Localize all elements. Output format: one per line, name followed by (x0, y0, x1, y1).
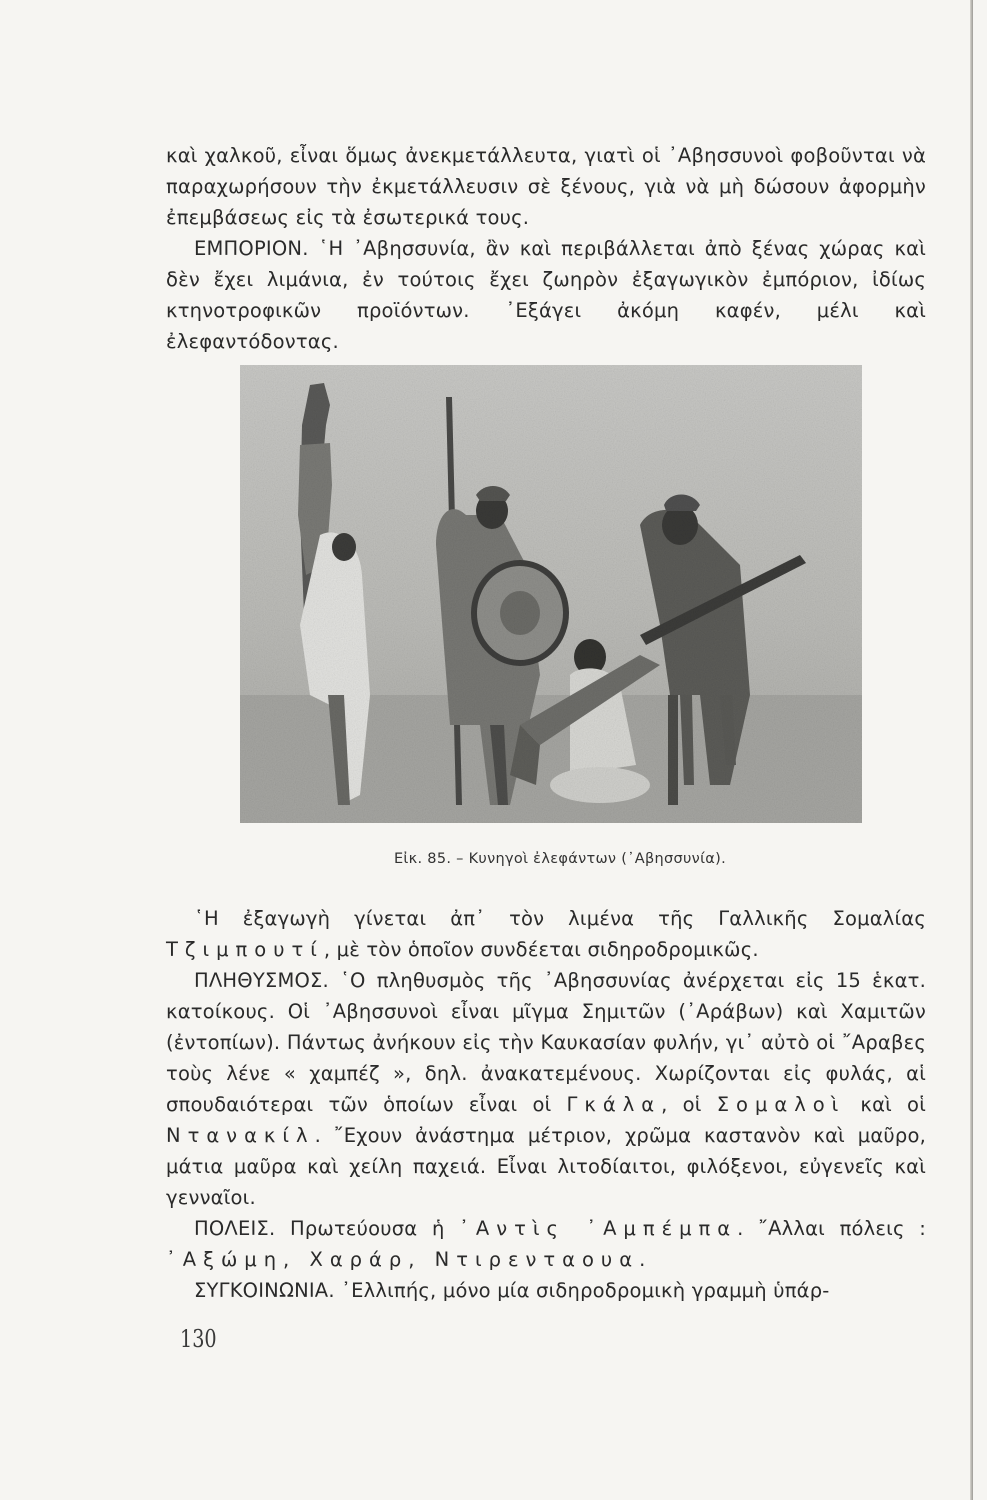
paragraph-text: . ῎Εχουν ἀνάστημα μέτριον, χρῶμα καστανὸν καὶ μαῦρο, μάτια μαῦρα καὶ χείλη παχειά. Εἶναι λιτοδίαιτοι, φιλόξενοι, εὐγενεῖς καὶ γενναῖοι. (166, 1124, 926, 1209)
paragraph-transport (166, 1275, 926, 1306)
tribe-name-spaced: Γκάλα (566, 1093, 662, 1116)
section-heading: ΣΥΓΚΟΙΝΩΝΙΑ. (194, 1279, 335, 1302)
paragraph-text: ῾Η ᾿Αβησσυνία, ἂν καὶ περιβάλλεται ἀπὸ ξένας χώρας καὶ δὲν ἔχει λιμάνια, ἐν τούτοις ἔχει ζωηρὸν ἐξαγωγικὸν ἐμπόριον, ἰδίως κτηνοτροφικῶν προϊόντων. ᾿Εξάγει ἀκόμη καφέν, μέλι καὶ ἐλεφαντόδοντας. (166, 237, 926, 353)
paragraph-cities (166, 1213, 926, 1275)
paragraph-text: ῾Η ἐξαγωγὴ γίνεται ἀπ᾿ τὸν λιμένα τῆς Γαλλικῆς Σομαλίας (194, 907, 926, 930)
paragraph-text: καὶ χαλκοῦ, εἶναι ὅμως ἀνεκμετάλλευτα, γιατὶ οἱ ᾿Αβησσυνοὶ φοβοῦνται νὰ παραχωρήσουν τὴν ἐκμετάλλευσιν σὲ ξένους, γιὰ νὰ μὴ δώσουν ἀφορμὴν ἐπεμβάσεως εἰς τὰ ἐσωτερικά τους. (166, 144, 926, 229)
photo-elephant-hunters (240, 365, 862, 823)
paragraph-population (166, 965, 926, 1213)
paragraph-export (166, 903, 926, 965)
text-block-top (166, 140, 926, 357)
city-name-spaced: ᾿Αντὶς ᾿Αμπέμπα (459, 1217, 738, 1240)
paragraph (166, 140, 926, 233)
page-number: 130 (180, 1325, 217, 1353)
paragraph-text: ῾Ο πληθυσμὸς τῆς ᾿Αβησσυνίας ἀνέρχεται εἰς 15 ἑκατ. κατοίκους. Οἱ ᾿Αβησσυνοὶ εἶναι μῖγμα Σημιτῶν (᾿Αράβων) καὶ Χαμιτῶν (ἐντοπίων). Πάντως ἀνήκουν εἰς τὴν Καυκασίαν φυλήν, γι᾿ αὐτὸ οἱ ῎Αραβες τοὺς λένε « χαμπέζ », δηλ. ἀνακατεμένους. Χωρίζονται εἰς φυλάς, αἱ σπουδαιότεραι τῶν ὁποίων εἶναι οἱ (166, 969, 926, 1116)
paragraph-commerce (166, 233, 926, 357)
paragraph-text: . ῎Αλλαι πόλεις : (737, 1217, 926, 1240)
paragraph-text: ᾿Ελλιπής, μόνο μία σιδηροδρομικὴ γραμμὴ ὑπάρ- (334, 1279, 830, 1302)
paragraph-text: . (639, 1248, 646, 1271)
paragraph-text: , οἱ (661, 1093, 717, 1116)
city-names-spaced: ᾿Αξώμη, Χαράρ, Ντιρενταουα (166, 1248, 640, 1271)
tribe-name-spaced: Σομαλοὶ (716, 1093, 846, 1116)
paragraph-text: καὶ οἱ (845, 1093, 926, 1116)
figure-photo (240, 365, 862, 823)
section-heading: ΕΜΠΟΡΙΟΝ. (194, 237, 309, 260)
tribe-name-spaced: Ντανακίλ (166, 1124, 315, 1147)
section-heading: ΠΛΗΘΥΣΜΟΣ. (194, 969, 329, 992)
text-block-bottom (166, 903, 926, 1306)
place-name-spaced: Τζιμπουτί (166, 938, 324, 961)
page-edge-shadow (970, 0, 973, 1500)
paragraph-text: , μὲ τὸν ὁποῖον συνδέεται σιδηροδρομικῶς. (323, 938, 759, 961)
paragraph-text: Πρωτεύουσα ἡ (275, 1217, 460, 1240)
figure-caption: Εἰκ. 85. – Κυνηγοὶ ἐλεφάντων (᾿Αβησσυνία). (393, 851, 727, 867)
section-heading: ΠΟΛΕΙΣ. (194, 1217, 276, 1240)
